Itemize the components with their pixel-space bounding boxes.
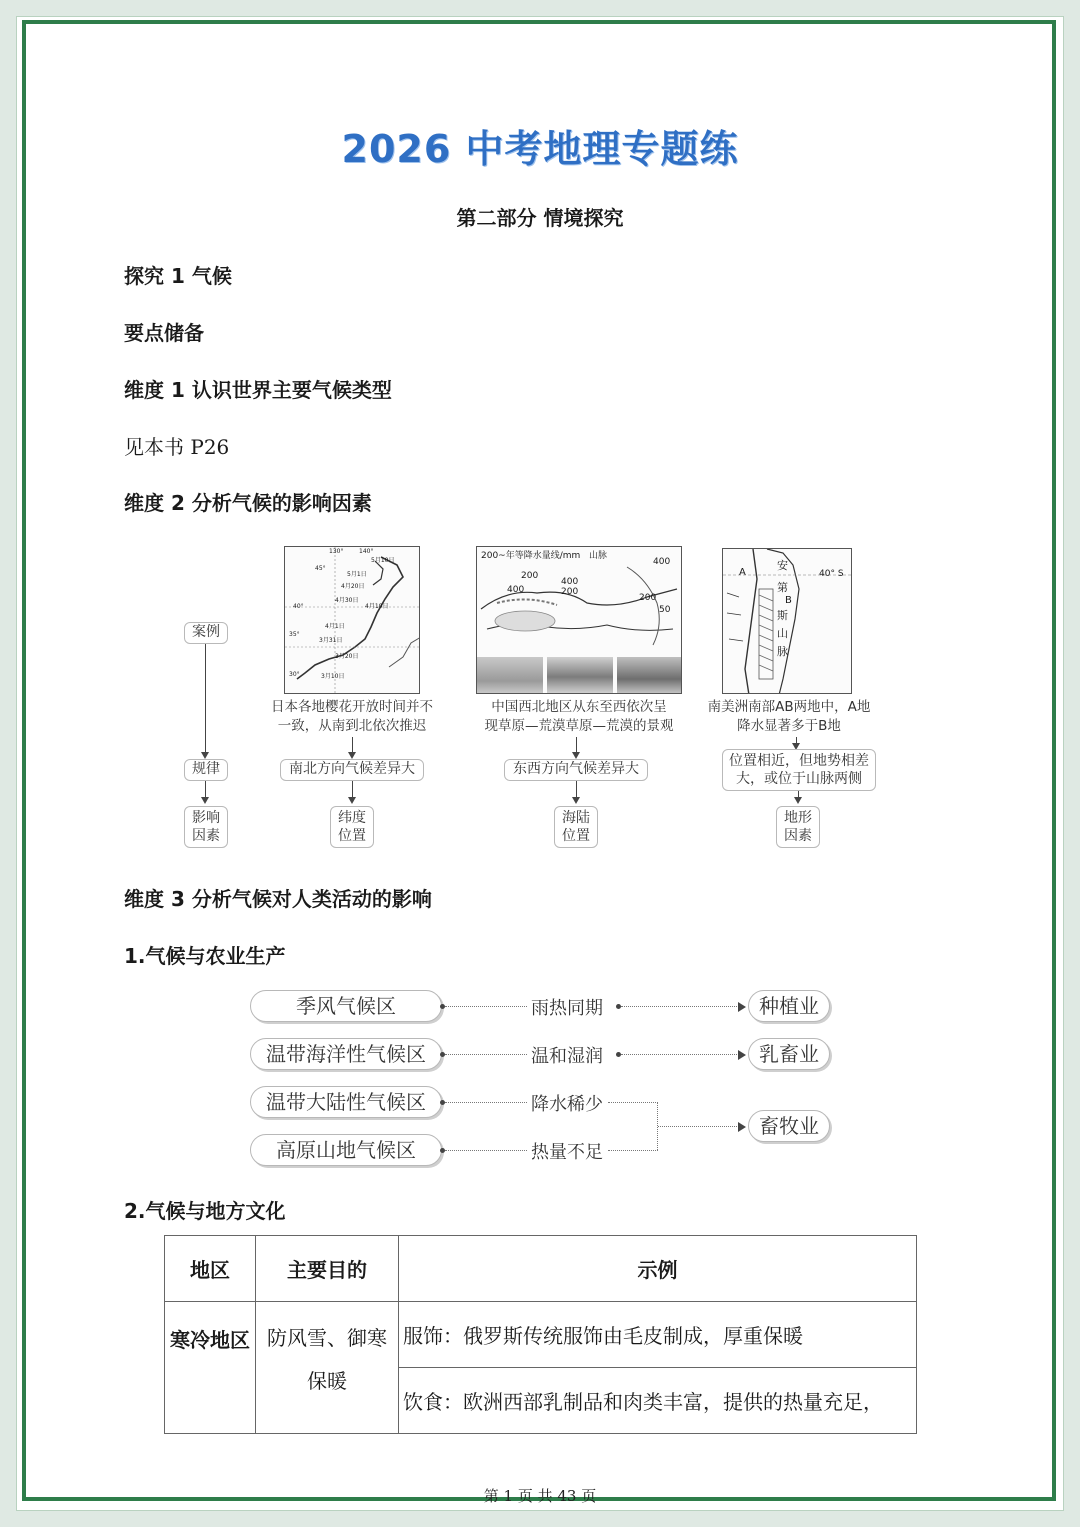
region-pill: 温带海洋性气候区: [250, 1038, 442, 1070]
factor-line2: 位置: [562, 828, 590, 844]
caption-line1: 中国西北地区从东至西依次呈: [491, 699, 667, 715]
page-footer: 第 1 页 共 43 页: [483, 1487, 597, 1505]
table-row: [165, 1302, 917, 1368]
arrow-icon: [201, 752, 209, 759]
map-number: 200: [561, 587, 579, 597]
caption-line1: 日本各地樱花开放时间并不: [271, 699, 433, 715]
arrow-icon: [348, 797, 356, 804]
connector: [205, 644, 206, 754]
map-degree: 30°: [289, 671, 300, 678]
dim2-heading: 维度 2 分析气候的影响因素: [124, 491, 372, 515]
region-pill: 高原山地气候区: [250, 1134, 442, 1166]
nw-china-map: [476, 546, 682, 694]
connector: [445, 1150, 527, 1151]
caption-line2: 降水显著多于B地: [737, 718, 841, 734]
feature-text: 雨热同期: [531, 998, 603, 1019]
rule-line1: 位置相近，但地势相差: [729, 753, 869, 769]
map-number: 400: [653, 557, 671, 567]
purpose-cell: [256, 1302, 399, 1434]
map-number: 50: [659, 605, 671, 615]
factor-line2: 位置: [338, 828, 366, 844]
activity-pill: 种植业: [748, 990, 830, 1022]
dim1-heading: 维度 1 认识世界主要气候类型: [124, 378, 392, 402]
connector: [621, 1006, 739, 1007]
andes-char: 山: [777, 627, 788, 640]
map-date: 5月1日: [347, 571, 367, 578]
map-date: 4月10日: [365, 603, 389, 610]
map-date: 4月1日: [325, 623, 345, 630]
andes-char: 第: [777, 581, 788, 594]
rule-label: 规律: [184, 759, 228, 781]
map-degree: 45°: [315, 565, 326, 572]
map-date: 4月30日: [335, 597, 359, 604]
rule-box-1: 南北方向气候差异大: [280, 759, 424, 781]
table-header-row: [165, 1236, 917, 1302]
factor-label-line1: 影响: [192, 810, 220, 826]
point-b: B: [785, 595, 792, 606]
header-purpose: 主要目的: [256, 1236, 399, 1302]
purpose-line1: 防风雪、御寒: [267, 1326, 387, 1350]
climate-factor-figure: [180, 540, 900, 860]
connector: [445, 1102, 527, 1103]
arrow-icon: [572, 797, 580, 804]
map-degree: 130°: [329, 548, 344, 555]
header-example: 示例: [399, 1236, 917, 1302]
factor-line1: 海陆: [562, 810, 590, 826]
explore-heading: 探究 1 气候: [124, 264, 232, 288]
factor-label-line2: 因素: [192, 828, 220, 844]
caption-line2: 一致，从南到北依次推迟: [277, 718, 427, 734]
arrow-icon: [738, 1122, 746, 1132]
purpose-line2: 保暖: [307, 1369, 347, 1393]
desert-steppe-photo: [547, 657, 613, 694]
region-pill: 季风气候区: [250, 990, 442, 1022]
factor-box-3: [776, 806, 820, 848]
map-date: 4月20日: [341, 583, 365, 590]
japan-map: [284, 546, 420, 694]
desert-photo: [617, 657, 682, 694]
lat-label: 40° S: [819, 569, 844, 579]
dim1-text: 见本书 P26: [124, 435, 230, 459]
factor-box-2: [554, 806, 598, 848]
map-degree: 40°: [293, 603, 304, 610]
map-number: 400: [507, 585, 525, 595]
map-number: 400: [561, 577, 579, 587]
culture-heading: 2.气候与地方文化: [124, 1199, 286, 1223]
dim3-heading: 维度 3 分析气候对人类活动的影响: [124, 887, 432, 911]
point-a: A: [739, 567, 746, 578]
andes-char: 脉: [777, 645, 788, 658]
key-points-heading: 要点储备: [124, 321, 204, 345]
nw-china-caption: [468, 698, 690, 736]
map-legend-mountain: 山脉: [589, 551, 608, 561]
arrow-icon: [738, 1050, 746, 1060]
feature-text: 热量不足: [531, 1142, 603, 1163]
map-degree: 140°: [359, 548, 374, 555]
header-region: 地区: [165, 1236, 256, 1302]
caption-line2: 现草原—荒漠草原—荒漠的景观: [484, 718, 674, 734]
rule-box-3: [722, 749, 876, 791]
south-america-caption: [704, 698, 874, 736]
factor-box-1: [330, 806, 374, 848]
grassland-photo: [477, 657, 543, 694]
connector: [621, 1054, 739, 1055]
connector: [445, 1006, 527, 1007]
connector: [658, 1126, 739, 1127]
japan-caption: [260, 698, 444, 736]
page-title: 2026 中考地理专题练: [341, 127, 739, 171]
activity-pill: 畜牧业: [748, 1110, 830, 1142]
region-pill: 温带大陆性气候区: [250, 1086, 442, 1118]
map-number: 200: [521, 571, 539, 581]
factor-line1: 纬度: [338, 810, 366, 826]
south-america-map: [722, 548, 852, 694]
andes-char: 安: [777, 559, 788, 572]
factor-line1: 地形: [784, 810, 812, 826]
example-cell: 服饰：俄罗斯传统服饰由毛皮制成，厚重保暖: [399, 1302, 917, 1368]
map-date: 3月20日: [335, 653, 359, 660]
map-degree: 35°: [289, 631, 300, 638]
feature-text: 温和湿润: [531, 1046, 603, 1067]
arrow-icon: [794, 797, 802, 804]
connector: [445, 1054, 527, 1055]
map-date: 5月10日: [371, 557, 395, 564]
agriculture-diagram: [248, 988, 838, 1170]
part-heading: 第二部分 情境探究: [456, 206, 624, 230]
map-date: 3月31日: [319, 637, 343, 644]
arrow-icon: [348, 752, 356, 759]
arrow-icon: [572, 752, 580, 759]
factor-label: [184, 806, 228, 848]
arrow-icon: [201, 797, 209, 804]
arrow-icon: [738, 1002, 746, 1012]
rule-box-2: 东西方向气候差异大: [504, 759, 648, 781]
connector: [608, 1102, 658, 1103]
case-label: 案例: [184, 622, 228, 644]
map-number: 200: [639, 593, 657, 603]
connector: [608, 1150, 658, 1151]
feature-text: 降水稀少: [531, 1094, 603, 1115]
example-cell: 饮食：欧洲西部乳制品和肉类丰富，提供的热量充足，: [399, 1368, 917, 1434]
map-legend: 200~年等降水量线/mm: [481, 551, 581, 561]
factor-line2: 因素: [784, 828, 812, 844]
activity-pill: 乳畜业: [748, 1038, 830, 1070]
nw-china-map-svg: [477, 559, 682, 659]
rule-line2: 大，或位于山脉两侧: [736, 771, 862, 787]
culture-table: [164, 1235, 917, 1434]
andes-char: 斯: [777, 609, 788, 622]
agri-heading: 1.气候与农业生产: [124, 944, 286, 968]
region-cell: 寒冷地区: [165, 1302, 256, 1434]
map-date: 3月10日: [321, 673, 345, 680]
caption-line1: 南美洲南部AB两地中，A地: [707, 699, 871, 715]
